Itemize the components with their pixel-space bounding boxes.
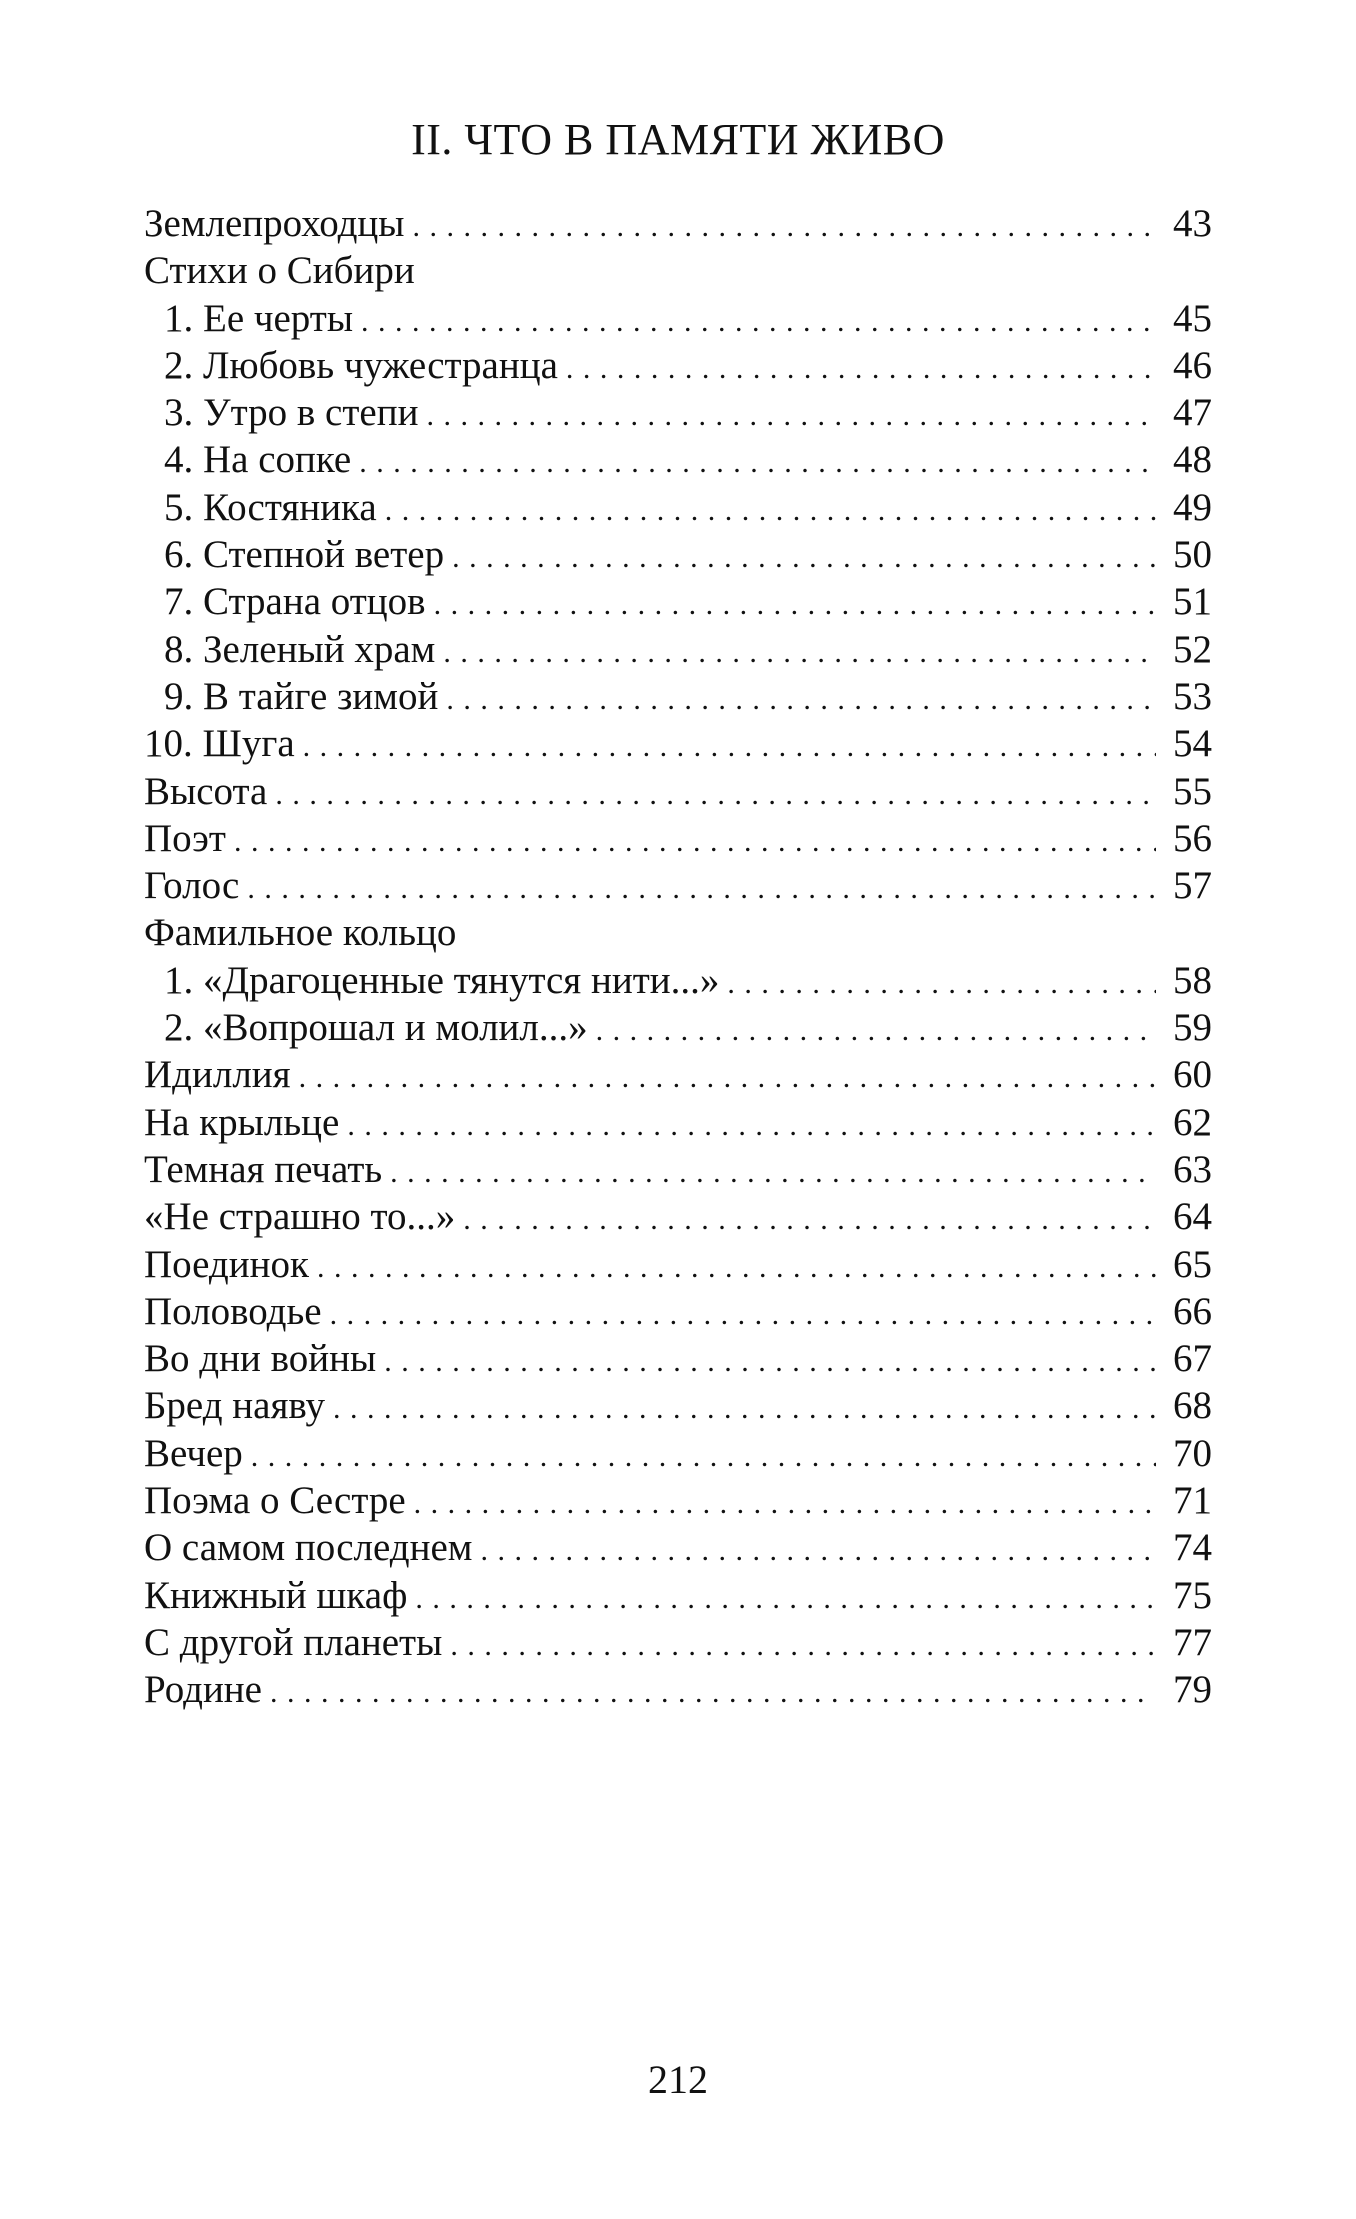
toc-dot-leader <box>727 960 1156 1007</box>
toc-dot-leader <box>270 1669 1156 1716</box>
toc-entry-page: 43 <box>1173 202 1212 245</box>
toc-dot-leader <box>251 1433 1156 1480</box>
toc-entry-title: Идиллия <box>144 1053 291 1097</box>
toc-entry-title: 3. Утро в степи <box>164 391 419 435</box>
toc-entry-page: 75 <box>1173 1573 1212 1617</box>
toc-dot-leader <box>596 1007 1156 1054</box>
toc-entry <box>144 1666 1212 1713</box>
toc-entry-page: 74 <box>1173 1526 1212 1570</box>
toc-entry-page: 79 <box>1173 1668 1212 1712</box>
toc-entry-title: Фамильное кольцо <box>144 911 457 955</box>
toc-entry <box>144 1524 1212 1571</box>
toc-dot-leader <box>330 1291 1156 1338</box>
toc-dot-leader <box>303 723 1156 770</box>
toc-entry-page: 63 <box>1173 1147 1212 1191</box>
toc-dot-leader <box>481 1527 1157 1574</box>
toc-entry-title: На крыльце <box>144 1100 340 1144</box>
toc-dot-leader <box>359 439 1156 486</box>
toc-entry-page: 66 <box>1173 1289 1212 1333</box>
toc-entry <box>144 1004 1212 1051</box>
page-number: 212 <box>648 2057 708 2102</box>
toc-dot-leader <box>450 1622 1156 1669</box>
toc-entry-page: 56 <box>1173 816 1212 860</box>
toc-entry <box>144 531 1212 578</box>
toc-entry <box>144 295 1212 342</box>
toc-entry <box>144 200 1212 247</box>
toc-entry-title: Темная печать <box>144 1147 383 1191</box>
toc-entry <box>144 1288 1212 1335</box>
toc-entry-title: Высота <box>144 769 268 813</box>
toc-entry-title: 1. «Драгоценные тянутся нити...» <box>164 958 720 1002</box>
toc-entry-title: 9. В тайге зимой <box>164 674 439 718</box>
toc-entry <box>144 626 1212 673</box>
toc-dot-leader <box>234 818 1156 865</box>
toc-entry-page: 54 <box>1173 722 1212 766</box>
toc-dot-leader <box>414 1480 1156 1527</box>
section-title: II. ЧТО В ПАМЯТИ ЖИВО <box>411 115 945 164</box>
toc-entry-page: 60 <box>1173 1053 1212 1097</box>
toc-entry-title: 5. Костяника <box>164 485 377 529</box>
toc-entry <box>144 673 1212 720</box>
toc-entry <box>144 1099 1212 1146</box>
toc-dot-leader <box>384 1338 1156 1385</box>
toc-dot-leader <box>247 865 1156 912</box>
toc-entry-title: 8. Зеленый храм <box>164 627 436 671</box>
toc-dot-leader <box>426 392 1156 439</box>
toc-entry <box>144 1477 1212 1524</box>
toc-dot-leader <box>446 676 1156 723</box>
toc-entry <box>144 1146 1212 1193</box>
toc-dot-leader <box>361 298 1156 345</box>
toc-entry <box>144 768 1212 815</box>
toc-entry-page: 53 <box>1173 674 1212 718</box>
toc-dot-leader <box>275 771 1156 818</box>
toc-entry-title: Половодье <box>144 1289 322 1333</box>
toc-entry-title: Вечер <box>144 1431 243 1475</box>
toc-entry-page: 57 <box>1173 864 1212 908</box>
toc-group-heading <box>144 247 1212 294</box>
toc-entry-page: 65 <box>1173 1242 1212 1286</box>
toc-entry-title: 7. Страна отцов <box>164 580 426 624</box>
toc-dot-leader <box>385 487 1156 534</box>
toc-dot-leader <box>299 1054 1156 1101</box>
toc-entry-title: 2. «Вопрошал и молил...» <box>164 1006 588 1050</box>
toc-entry <box>144 389 1212 436</box>
toc-entry-page: 46 <box>1173 343 1212 387</box>
toc-entry-title: Поединок <box>144 1242 309 1286</box>
toc-entry-title: 10. Шуга <box>144 722 295 766</box>
toc-entry-title: Голос <box>144 864 240 908</box>
toc-entry-title: Во дни войны <box>144 1337 377 1381</box>
toc-dot-leader <box>317 1244 1156 1291</box>
toc-entry-title: 1. Ее черты <box>164 296 354 340</box>
toc-entry <box>144 1430 1212 1477</box>
toc-entry-title: «Не страшно то...» <box>144 1195 456 1239</box>
toc-entry <box>144 815 1212 862</box>
toc-entry-page: 58 <box>1173 958 1212 1002</box>
toc-entry <box>144 484 1212 531</box>
toc-entry-page: 45 <box>1173 296 1212 340</box>
toc-entry-page: 48 <box>1173 438 1212 482</box>
toc-entry-page: 71 <box>1173 1479 1212 1523</box>
toc-entry-page: 64 <box>1173 1195 1212 1239</box>
toc-entry-page: 49 <box>1173 485 1212 529</box>
toc-entry-page: 67 <box>1173 1337 1212 1381</box>
toc-entry-title: Книжный шкаф <box>144 1573 408 1617</box>
toc-entry <box>144 1051 1212 1098</box>
toc-entry-page: 70 <box>1173 1431 1212 1475</box>
toc-entry-title: 6. Степной ветер <box>164 533 445 577</box>
toc-entry <box>144 1241 1212 1288</box>
toc-entry <box>144 957 1212 1004</box>
toc-entry-page: 51 <box>1173 580 1212 624</box>
toc-entry <box>144 436 1212 483</box>
toc-dot-leader <box>463 1196 1156 1243</box>
toc-entry-page: 59 <box>1173 1006 1212 1050</box>
toc-entry <box>144 1382 1212 1429</box>
table-of-contents <box>144 200 1212 1714</box>
toc-dot-leader <box>390 1149 1156 1196</box>
toc-entry <box>144 1619 1212 1666</box>
toc-entry-title: 4. На сопке <box>164 438 352 482</box>
toc-entry <box>144 720 1212 767</box>
toc-entry <box>144 1193 1212 1240</box>
toc-dot-leader <box>443 629 1156 676</box>
toc-dot-leader <box>413 203 1156 250</box>
toc-dot-leader <box>434 581 1156 628</box>
toc-entry-title: Стихи о Сибири <box>144 249 415 293</box>
toc-entry-page: 47 <box>1173 391 1212 435</box>
toc-entry-page: 52 <box>1173 627 1212 671</box>
toc-dot-leader <box>452 534 1156 581</box>
toc-entry-page: 62 <box>1173 1100 1212 1144</box>
toc-entry-title: Бред наяву <box>144 1384 325 1428</box>
toc-entry-title: С другой планеты <box>144 1620 443 1664</box>
toc-entry <box>144 578 1212 625</box>
toc-group-heading <box>144 909 1212 956</box>
toc-entry-title: О самом последнем <box>144 1526 473 1570</box>
toc-entry-title: 2. Любовь чужестранца <box>164 343 558 387</box>
toc-entry-page: 55 <box>1173 769 1212 813</box>
toc-entry-page: 68 <box>1173 1384 1212 1428</box>
toc-entry-title: Поэма о Сестре <box>144 1479 406 1523</box>
toc-entry <box>144 1335 1212 1382</box>
toc-entry-page: 50 <box>1173 533 1212 577</box>
toc-entry-title: Поэт <box>144 816 226 860</box>
toc-entry-page: 77 <box>1173 1620 1212 1664</box>
toc-entry-title: Родине <box>144 1668 262 1712</box>
toc-entry <box>144 342 1212 389</box>
toc-dot-leader <box>566 345 1156 392</box>
toc-entry <box>144 862 1212 909</box>
toc-dot-leader <box>415 1575 1156 1622</box>
toc-dot-leader <box>333 1385 1156 1432</box>
toc-dot-leader <box>347 1102 1156 1149</box>
toc-entry-title: Землепроходцы <box>144 202 405 245</box>
toc-entry <box>144 1572 1212 1619</box>
